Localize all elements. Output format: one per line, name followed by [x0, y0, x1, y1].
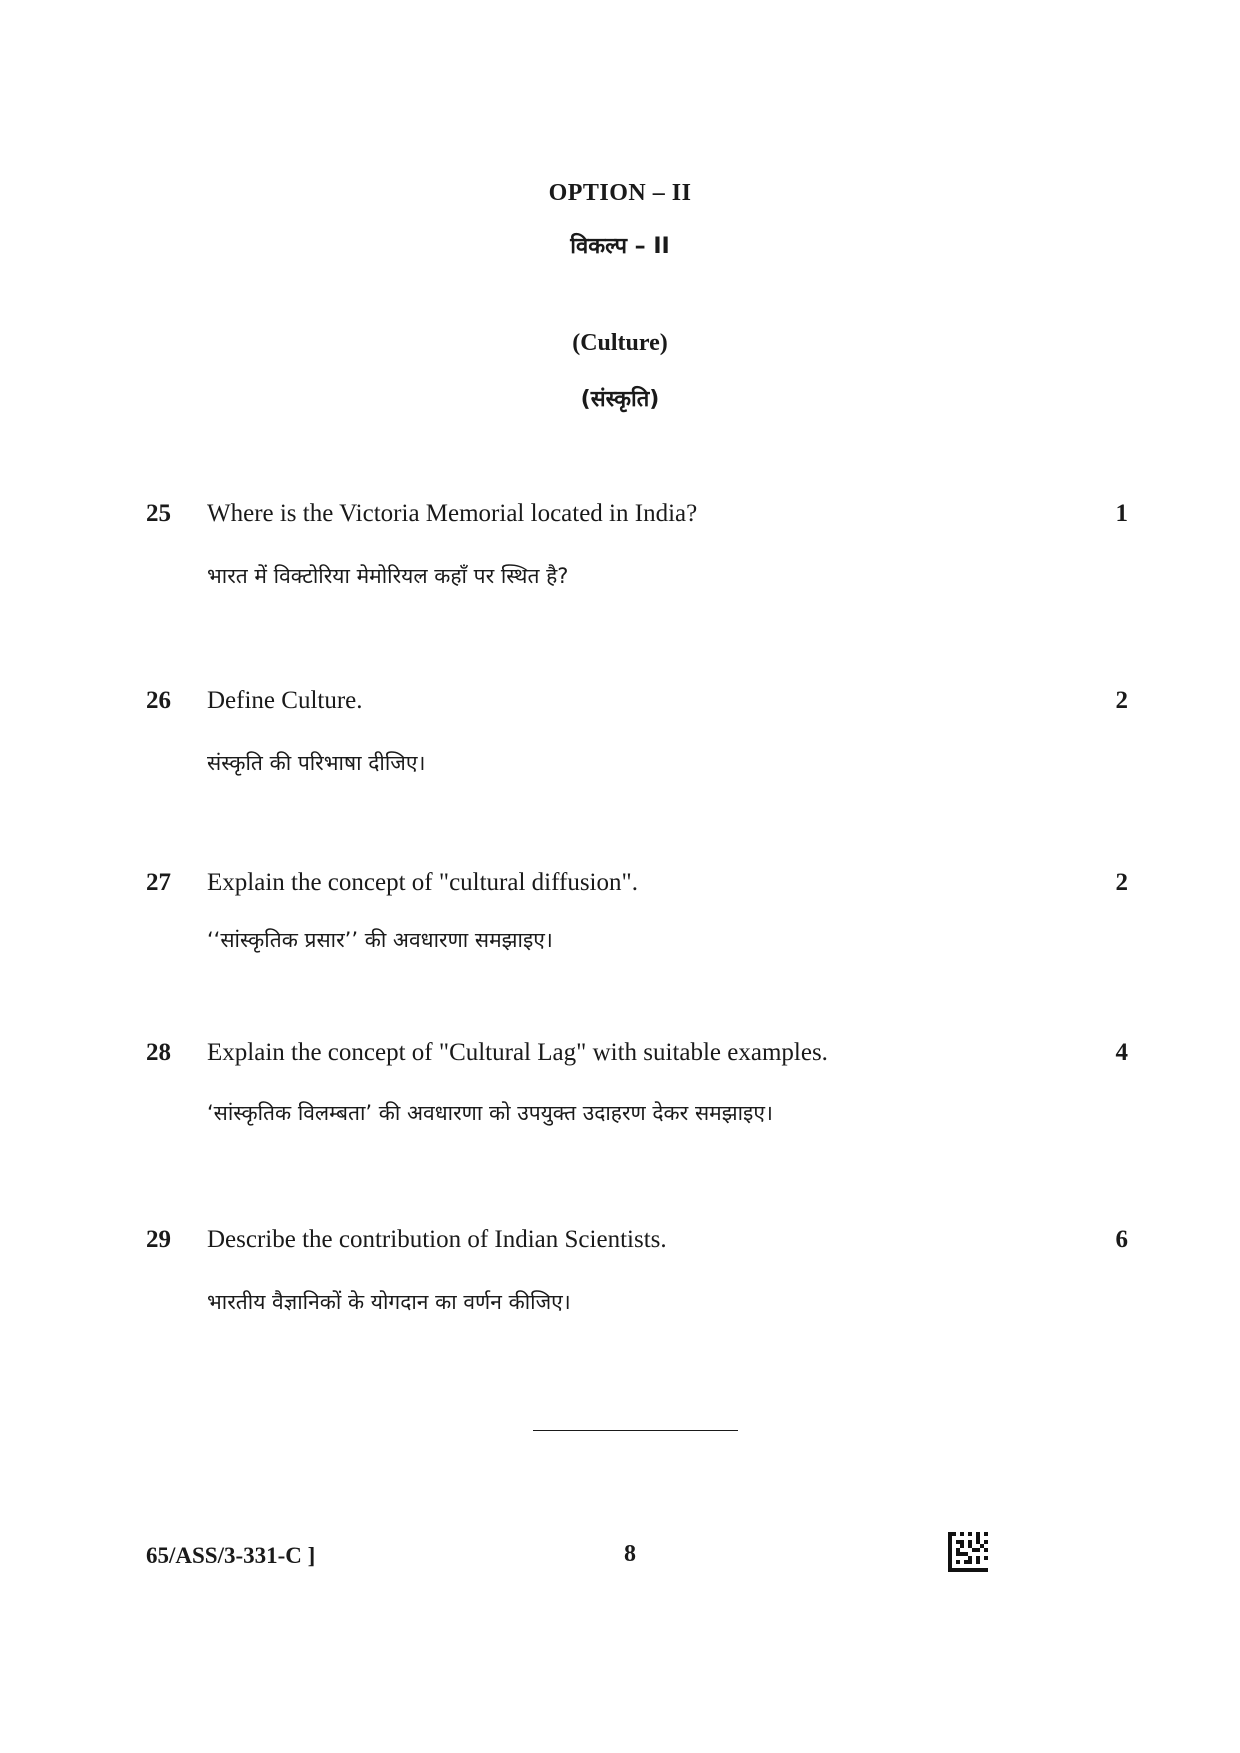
paper-code: 65/ASS/3-331-C ]: [146, 1543, 316, 1568]
question-marks: 2: [1115, 869, 1128, 896]
question-number: 29: [146, 1226, 171, 1253]
option-title-hindi: विकल्प – II: [570, 234, 670, 259]
question-text-hi: संस्कृति की परिभाषा दीजिए।: [207, 751, 426, 775]
question-text-en: Describe the contribution of Indian Scientists.: [207, 1226, 667, 1253]
question-text-hi: ‘सांस्कृतिक विलम्बता’ की अवधारणा को उपयुक्त उदाहरण देकर समझाइए।: [207, 1101, 773, 1125]
question-text-hi: भारतीय वैज्ञानिकों के योगदान का वर्णन कीजिए।: [207, 1290, 571, 1314]
end-of-section-rule: [533, 1430, 738, 1431]
question-text-en: Define Culture.: [207, 687, 363, 714]
question-text-en: Where is the Victoria Memorial located in India?: [207, 500, 698, 527]
page-number: 8: [624, 1541, 636, 1567]
question-number: 25: [146, 500, 171, 527]
question-marks: 2: [1115, 687, 1128, 714]
option-title: OPTION – II: [548, 180, 692, 206]
question-text-hi: ‘‘सांस्कृतिक प्रसार’’ की अवधारणा समझाइए।: [207, 928, 553, 952]
section-title-hindi: (संस्कृति): [580, 387, 660, 412]
question-text-hi: भारत में विक्टोरिया मेमोरियल कहाँ पर स्थित है?: [207, 564, 569, 588]
question-text-en: Explain the concept of "cultural diffusion".: [207, 869, 638, 896]
question-marks: 1: [1115, 500, 1128, 527]
question-number: 28: [146, 1039, 171, 1066]
section-title: (Culture): [572, 330, 668, 356]
qr-code-icon: [948, 1532, 988, 1572]
question-number: 26: [146, 687, 171, 714]
question-number: 27: [146, 869, 171, 896]
question-marks: 6: [1115, 1226, 1128, 1253]
question-marks: 4: [1115, 1039, 1128, 1066]
question-text-en: Explain the concept of "Cultural Lag" with suitable examples.: [207, 1039, 828, 1066]
